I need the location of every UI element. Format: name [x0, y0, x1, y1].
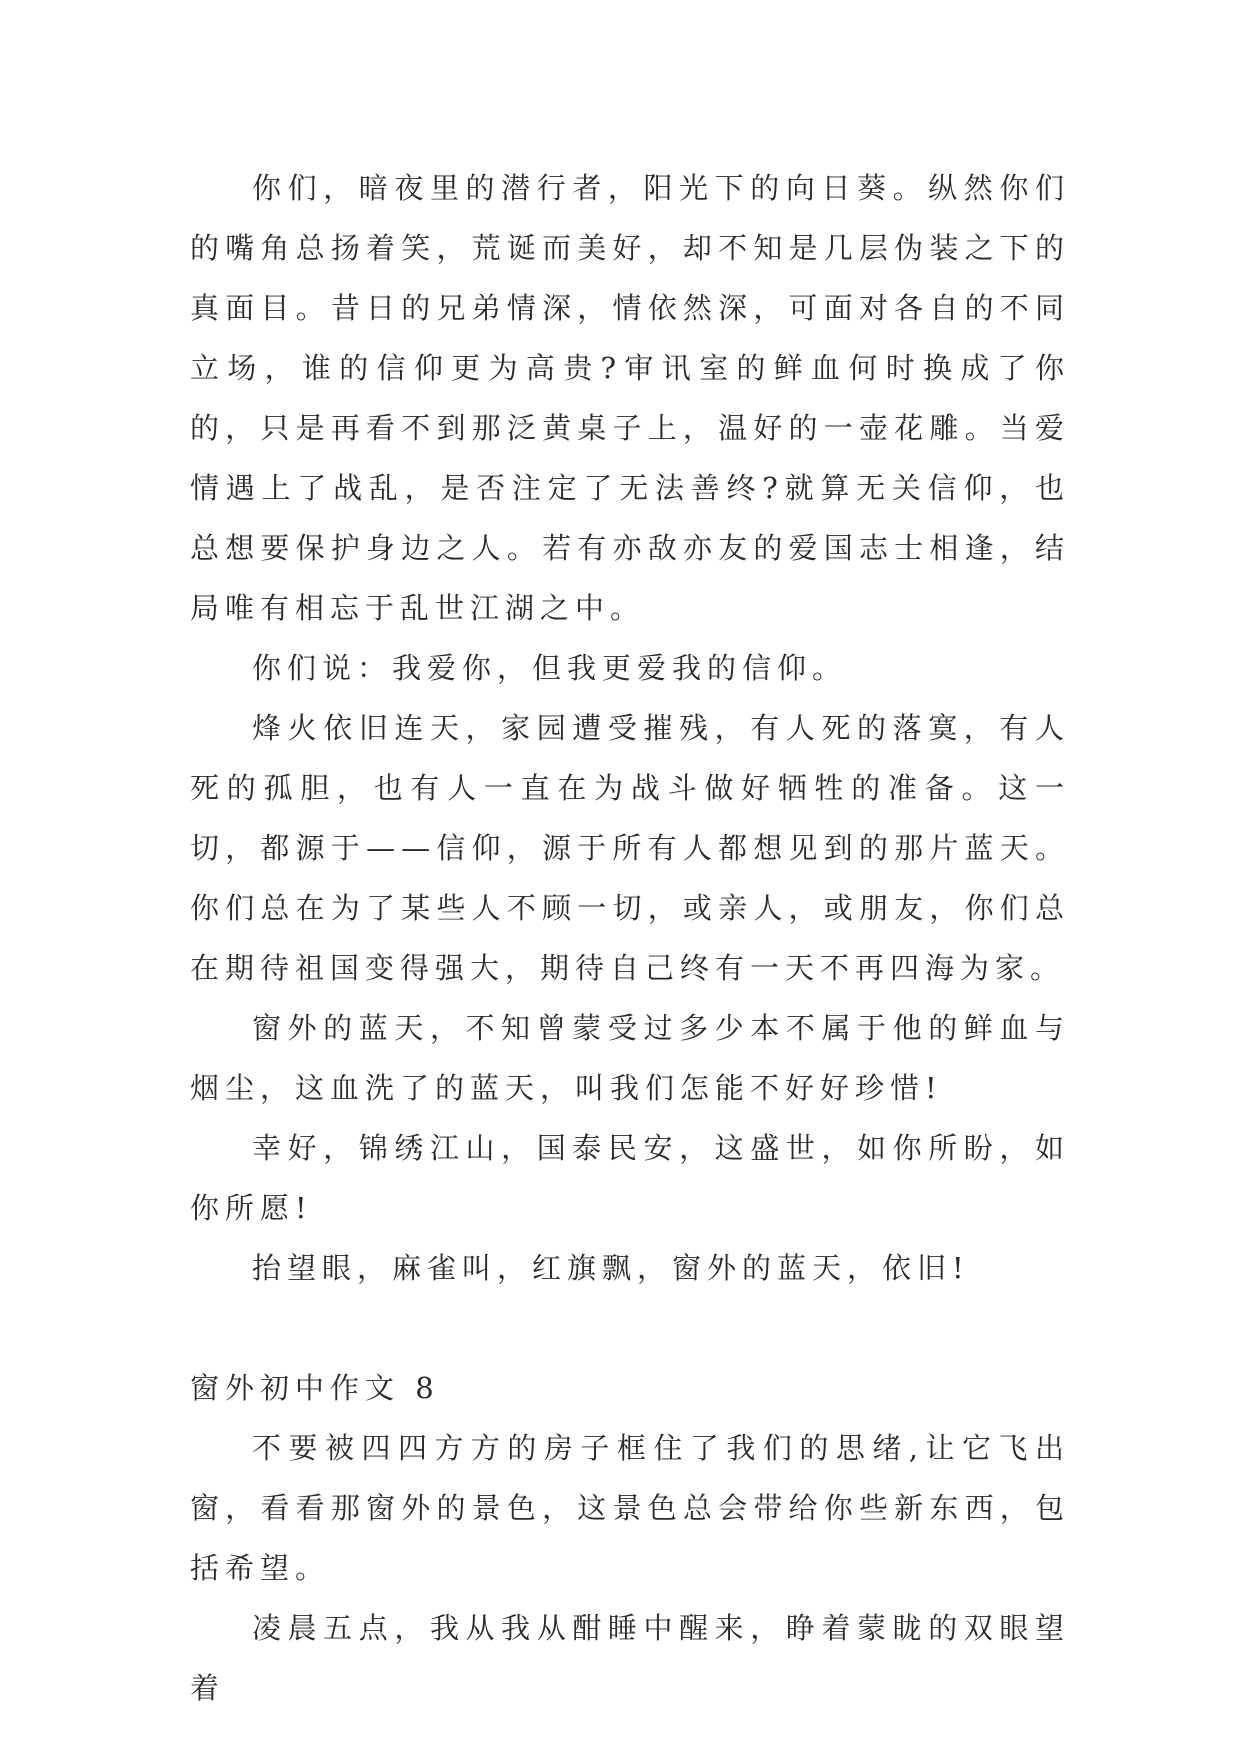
paragraph: 烽火依旧连天，家园遭受摧残，有人死的落寞，有人死的孤胆，也有人一直在为战斗做好牺牲的准备。这一切，都源于——信仰，源于所有人都想见到的那片蓝天。你们总在为了某些人不顾一切，或亲人，或朋友，你们总在期待祖国变得强大，期待自己终有一天不再四海为家。 [190, 711, 1070, 985]
paragraph: 幸好，锦绣江山，国泰民安，这盛世，如你所盼，如你所愿! [190, 1131, 1070, 1225]
paragraph: 你们说：我爱你，但我更爱我的信仰。 [252, 651, 848, 685]
document-body [190, 158, 1070, 1718]
paragraph: 凌晨五点，我从我从酣睡中醒来，睁着蒙眬的双眼望着 [190, 1611, 1070, 1705]
paragraph: 不要被四四方方的房子框住了我们的思绪,让它飞出窗，看看那窗外的景色，这景色总会带给你些新东西，包括希望。 [190, 1431, 1070, 1585]
paragraph: 窗外的蓝天，不知曾蒙受过多少本不属于他的鲜血与烟尘，这血洗了的蓝天，叫我们怎能不好好珍惜! [190, 1011, 1070, 1105]
paragraph: 抬望眼，麻雀叫，红旗飘，窗外的蓝天，依旧! [252, 1251, 970, 1285]
section-title: 窗外初中作文 8 [190, 1371, 440, 1405]
paragraph: 你们，暗夜里的潜行者，阳光下的向日葵。纵然你们的嘴角总扬着笑，荒诞而美好，却不知是几层伪装之下的真面目。昔日的兄弟情深，情依然深，可面对各自的不同立场，谁的信仰更为高贵?审讯室的鲜血何时换成了你的，只是再看不到那泛黄桌子上，温好的一壶花雕。当爱情遇上了战乱，是否注定了无法善终?就算无关信仰，也总想要保护身边之人。若有亦敌亦友的爱国志士相逢，结局唯有相忘于乱世江湖之中。 [190, 171, 1070, 625]
